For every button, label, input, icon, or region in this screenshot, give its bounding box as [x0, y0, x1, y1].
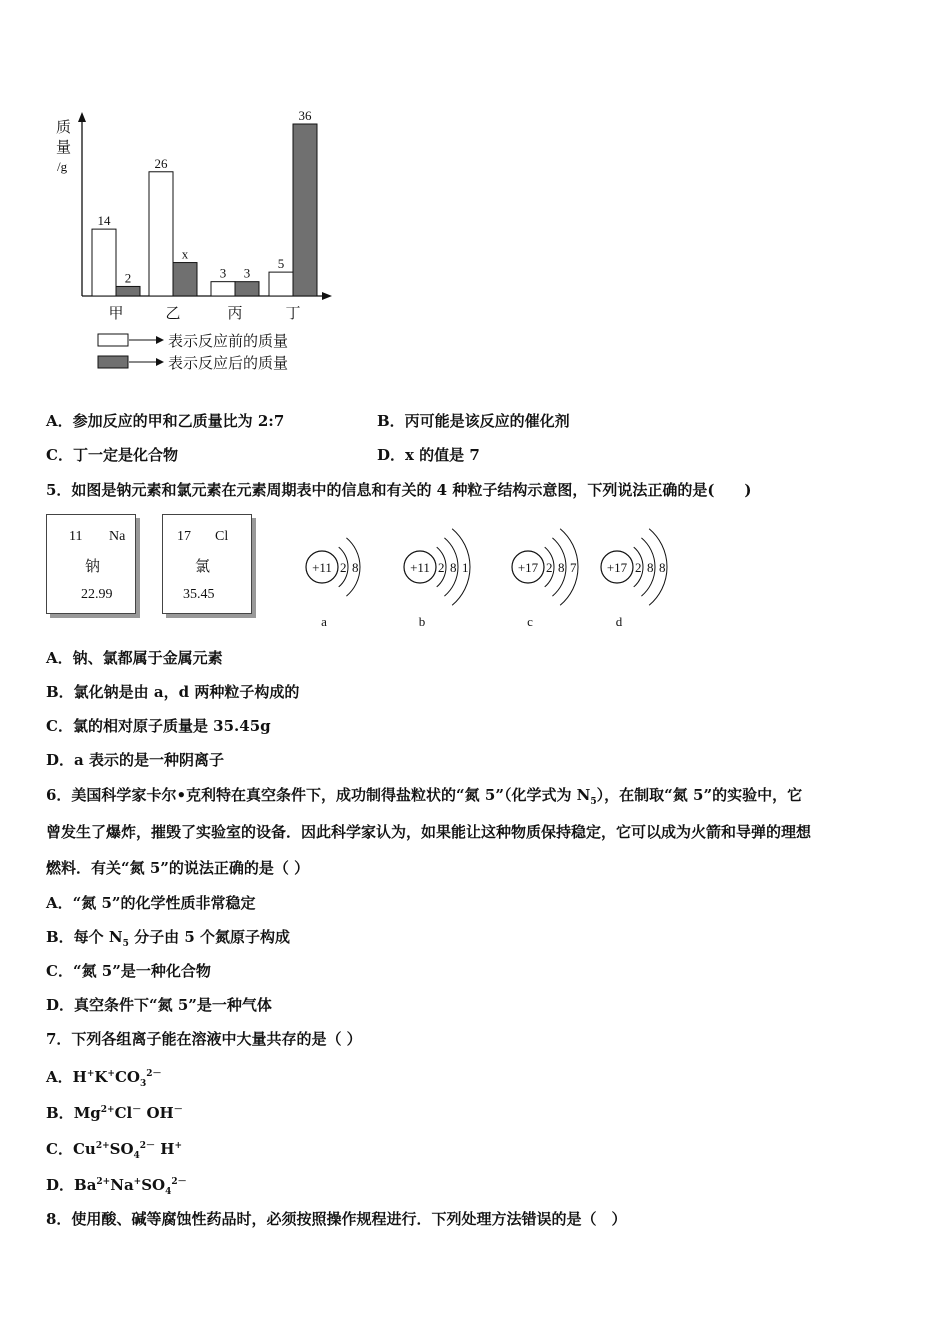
y-axis-arrow: [78, 112, 86, 122]
y-axis-label-char-2: 量: [56, 138, 72, 156]
q7-d-ion3: SO: [141, 1176, 166, 1194]
nucleus-charge: +11: [410, 560, 430, 575]
q6-b-post: 分子由 5 个氮原子构成: [128, 928, 290, 946]
q5-option-b[interactable]: B．氯化钠是由 a，d 两种粒子构成的: [46, 683, 300, 701]
periodic-tile-chlorine: [162, 514, 252, 614]
legend-after-label: 表示反应后的质量: [168, 354, 289, 372]
particle-a: [306, 538, 360, 629]
y-axis-label-unit: /g: [57, 159, 68, 174]
q6-line1-text: 6．美国科学家卡尔•克利特在真空条件下，成功制得盐粒状的“氮 5”（化学式为 N: [46, 786, 591, 804]
particle-diagrams: [290, 505, 710, 635]
electron-count: 2: [635, 560, 642, 575]
q7-d-ion1: Ba: [74, 1176, 97, 1194]
periodic-tile-sodium: [46, 514, 136, 614]
bar-label-after-3: 3: [243, 265, 251, 281]
q8-stem: 8．使用酸、碱等腐蚀性药品时，必须按照操作规程进行．下列处理方法错误的是（ ）: [46, 1210, 627, 1228]
q6-option-a[interactable]: A．“氮 5”的化学性质非常稳定: [46, 894, 256, 912]
q5-option-a[interactable]: A．钠、氯都属于金属元素: [46, 649, 223, 667]
tile-chlorine-number: 17: [177, 529, 191, 544]
particles-layer: [306, 529, 667, 629]
electron-count: 2: [546, 560, 553, 575]
electron-count: 1: [462, 560, 469, 575]
legend-before-swatch: [98, 334, 128, 346]
bar-after-2: [173, 263, 197, 296]
bar-label-before-4: 5: [277, 256, 285, 272]
q7-b-charge3: －: [173, 1105, 183, 1115]
q7-option-d[interactable]: [46, 1172, 187, 1202]
q6-b-pre: B．每个 N: [46, 928, 123, 946]
electron-count: 8: [558, 560, 565, 575]
q7-d-sub3: 4: [165, 1187, 172, 1197]
particle-label: a: [321, 614, 327, 629]
particle-label: c: [527, 614, 533, 629]
q7-a-ion3: CO: [114, 1068, 140, 1086]
q6-option-b[interactable]: [46, 927, 290, 954]
q7-d-charge2: +: [133, 1177, 142, 1187]
q7-c-sub2: 4: [133, 1151, 140, 1161]
q6-stem-line-2: 曾发生了爆炸，摧毁了实验室的设备．因此科学家认为，如果能让这种物质保持稳定，它可以成为火箭和导弹的理想: [46, 823, 812, 841]
q7-c-ion1: Cu: [72, 1140, 96, 1158]
electron-count: 2: [438, 560, 445, 575]
q7-c-charge1: 2+: [95, 1141, 110, 1151]
q7-option-b[interactable]: [46, 1100, 183, 1123]
bars-layer: [92, 108, 317, 296]
q7-a-prefix: A．: [46, 1068, 73, 1086]
q7-a-charge3: 2－: [146, 1069, 162, 1079]
nucleus-charge: +11: [312, 560, 332, 575]
particle-label: b: [418, 614, 426, 629]
q4-option-a[interactable]: A．参加反应的甲和乙质量比为 2:7: [46, 412, 285, 430]
q4-option-c[interactable]: C．丁一定是化合物: [46, 446, 178, 464]
particle-c: [512, 529, 578, 629]
electron-count: 2: [340, 560, 347, 575]
q6-b-sub: 5: [122, 939, 129, 949]
q7-b-charge2: －: [132, 1105, 142, 1115]
tile-chlorine-mass: 35.45: [183, 587, 215, 602]
q6-line1-end: ），在制取“氮 5”的实验中，它: [596, 786, 803, 804]
electron-count: 8: [352, 560, 359, 575]
tile-sodium-mass: 22.99: [81, 587, 113, 602]
x-axis-arrow: [322, 292, 332, 300]
q7-b-ion1: Mg: [73, 1104, 101, 1122]
q7-b-prefix: B．: [46, 1104, 74, 1122]
category-labels: [108, 304, 300, 322]
q7-c-ion3: H: [155, 1140, 175, 1158]
q7-b-ion3: OH: [141, 1104, 174, 1122]
bar-label-after-2: x: [181, 246, 189, 262]
y-axis-label-char-1: 质: [56, 118, 72, 136]
q5-option-c[interactable]: C．氯的相对原子质量是 35.45g: [46, 717, 271, 735]
q6-option-c[interactable]: C．“氮 5”是一种化合物: [46, 962, 211, 980]
nucleus-charge: +17: [517, 560, 539, 575]
bar-label-after-1: 2: [124, 270, 132, 286]
bar-after-4: [293, 124, 317, 296]
y-axis-label: [56, 118, 71, 174]
nucleus-charge: +17: [606, 560, 628, 575]
tile-chlorine-symbol: Cl: [215, 529, 229, 544]
bar-after-1: [116, 286, 140, 296]
q7-b-charge1: 2+: [100, 1105, 115, 1115]
tile-sodium-name: 钠: [85, 557, 101, 575]
bar-label-before-1: 14: [97, 213, 111, 229]
q7-option-a[interactable]: [46, 1064, 162, 1094]
particle-d: [601, 529, 667, 629]
tile-sodium-number: 11: [69, 529, 83, 544]
q5-stem: 5．如图是钠元素和氯元素在元素周期表中的信息和有关的 4 种粒子结构示意图，下列说法正确的是( ): [46, 481, 752, 499]
q7-a-charge2: +: [107, 1069, 115, 1079]
q4-option-b[interactable]: B．丙可能是该反应的催化剂: [377, 412, 570, 430]
q7-option-c[interactable]: [46, 1136, 182, 1166]
q7-d-prefix: D．: [46, 1176, 75, 1194]
particle-label: d: [615, 614, 623, 629]
tile-sodium-symbol: Na: [109, 529, 126, 544]
q7-c-charge3: +: [174, 1141, 183, 1151]
legend-before-arrowhead: [156, 336, 164, 344]
q7-d-ion2: Na: [110, 1176, 134, 1194]
electron-count: 7: [570, 560, 577, 575]
q6-option-d[interactable]: D．真空条件下“氮 5”是一种气体: [46, 996, 272, 1014]
q7-a-ion2: K: [94, 1068, 108, 1086]
q4-option-d[interactable]: D．x 的值是 7: [377, 446, 480, 464]
bar-before-4: [269, 272, 293, 296]
legend-before-label: 表示反应前的质量: [168, 332, 289, 350]
q7-stem: 7．下列各组离子能在溶液中大量共存的是（ ）: [46, 1030, 362, 1048]
q7-a-ion1: H: [72, 1068, 87, 1086]
mass-bar-chart: [40, 100, 360, 385]
bar-after-3: [235, 282, 259, 296]
q7-b-ion2: Cl: [114, 1104, 133, 1122]
bar-label-before-2: 26: [154, 155, 168, 171]
category-label-3: 丙: [227, 304, 243, 322]
electron-count: 8: [659, 560, 666, 575]
electron-count: 8: [450, 560, 457, 575]
q7-a-charge1: +: [86, 1069, 95, 1079]
category-label-4: 丁: [285, 304, 301, 322]
q7-c-ion2: SO: [109, 1140, 134, 1158]
category-label-2: 乙: [165, 304, 181, 322]
bar-before-2: [149, 172, 173, 296]
q7-c-charge2: 2－: [139, 1141, 156, 1151]
legend-after-arrowhead: [156, 358, 164, 366]
bar-label-before-3: 3: [219, 265, 227, 281]
bar-before-1: [92, 229, 116, 296]
particle-b: [404, 529, 470, 629]
q7-c-prefix: C．: [46, 1140, 73, 1158]
category-label-1: 甲: [108, 304, 124, 322]
bar-before-3: [211, 282, 235, 296]
q7-a-sub3: 3: [139, 1079, 147, 1089]
q6-stem-line-3: 燃料．有关“氮 5”的说法正确的是（ ）: [46, 859, 310, 877]
q6-stem-line-1: [46, 785, 802, 812]
legend: [98, 332, 288, 372]
q5-option-d[interactable]: D．a 表示的是一种阴离子: [46, 751, 224, 769]
q7-d-charge1: 2+: [96, 1177, 111, 1187]
bar-label-after-4: 36: [298, 108, 312, 123]
electron-count: 8: [647, 560, 654, 575]
q7-d-charge3: 2－: [171, 1177, 187, 1187]
legend-after-swatch: [98, 356, 128, 368]
q6-line1-sub: 5: [590, 797, 597, 807]
tile-chlorine-name: 氯: [195, 557, 211, 575]
